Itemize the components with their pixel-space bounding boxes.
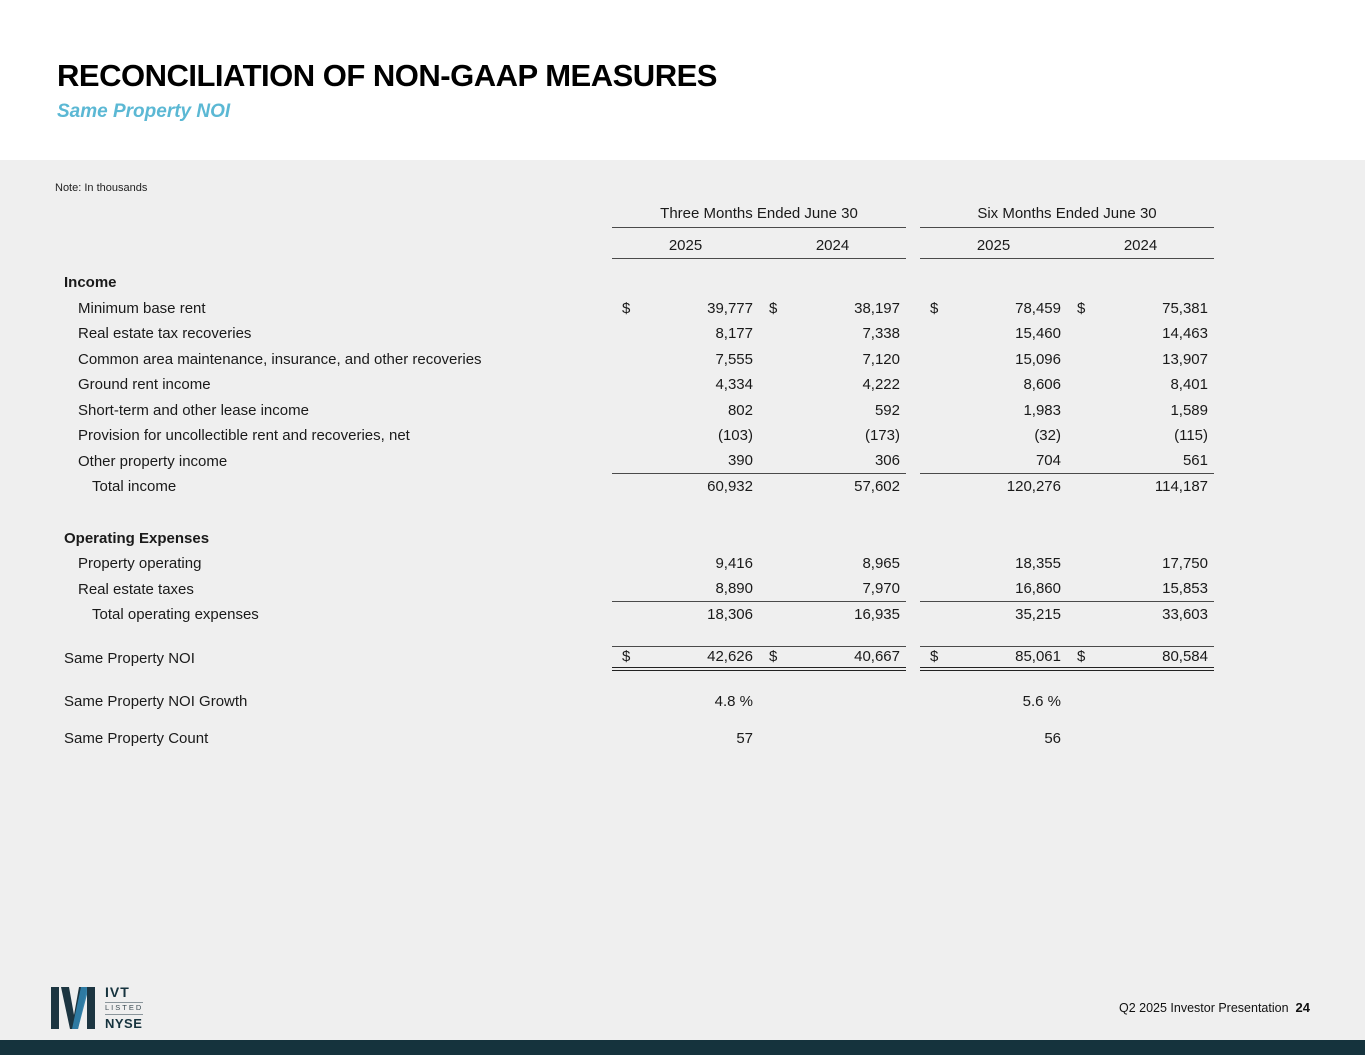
- cell-value: [612, 321, 759, 347]
- table-row: [56, 296, 1270, 322]
- cell-number: 16,935: [854, 606, 900, 624]
- cell-number: 56: [1044, 729, 1061, 747]
- table-rows: [56, 270, 1270, 751]
- cell-value: [1067, 474, 1214, 500]
- logo-text-stack: [105, 985, 143, 1031]
- table-group-header-row: [56, 204, 1270, 230]
- footer-caption: [1119, 1000, 1310, 1015]
- cell-number: 1,589: [1170, 401, 1208, 419]
- cell-value: [759, 577, 906, 603]
- cell-number: (173): [864, 427, 900, 445]
- page-subtitle: Same Property NOI: [57, 101, 231, 122]
- row-label: Total operating expenses: [92, 606, 259, 624]
- cell-number: 592: [874, 401, 900, 419]
- table-row: [56, 577, 1270, 603]
- cell-number: 16,860: [1015, 580, 1061, 598]
- ivt-monogram-icon: [50, 985, 96, 1031]
- cell-value: [759, 296, 906, 322]
- cell-value: [1067, 321, 1214, 347]
- cell-value: [920, 347, 1067, 373]
- year-header: 2025: [920, 237, 1067, 259]
- cell-number: 7,555: [715, 350, 753, 368]
- cell-number: 1,983: [1023, 401, 1061, 419]
- table-year-header-row: [56, 236, 1270, 262]
- cell-number: 17,750: [1162, 555, 1208, 573]
- cell-value: [612, 398, 759, 424]
- cell-number: 60,932: [707, 478, 753, 496]
- dollar-sign: $: [1077, 648, 1086, 666]
- cell-value: [612, 646, 759, 672]
- cell-number: 8,177: [715, 325, 753, 343]
- cell-value: [920, 577, 1067, 603]
- cell-value: [759, 423, 906, 449]
- cell-number: 120,276: [1006, 478, 1061, 496]
- row-label: Same Property NOI: [64, 649, 195, 667]
- presentation-caption: Q2 2025 Investor Presentation: [1118, 1001, 1289, 1015]
- cell-number: 57: [736, 729, 753, 747]
- cell-number: 40,667: [854, 648, 900, 666]
- cell-value: [1067, 372, 1214, 398]
- cell-value: [920, 449, 1067, 475]
- cell-value: [612, 689, 759, 715]
- cell-value: [759, 372, 906, 398]
- cell-number: 561: [1182, 452, 1208, 470]
- cell-value: [612, 551, 759, 577]
- cell-number: 38,197: [854, 299, 900, 317]
- cell-value: [920, 646, 1067, 672]
- cell-value: [920, 551, 1067, 577]
- cell-number: 114,187: [1154, 478, 1208, 496]
- cell-number: 15,460: [1015, 325, 1061, 343]
- table-row: [56, 551, 1270, 577]
- cell-number: 35,215: [1015, 606, 1061, 624]
- cell-number: 18,306: [707, 606, 753, 624]
- table-row: [56, 270, 1270, 296]
- row-label: Total income: [92, 478, 177, 496]
- cell-value: [920, 321, 1067, 347]
- cell-number: 15,853: [1162, 580, 1208, 598]
- dollar-sign: $: [930, 648, 939, 666]
- logo-exchange: NYSE: [105, 1015, 143, 1031]
- cell-number: 75,381: [1162, 299, 1208, 317]
- cell-number: (103): [717, 427, 753, 445]
- table-row: [56, 474, 1270, 500]
- table-row: [56, 726, 1270, 752]
- cell-value: [759, 551, 906, 577]
- cell-number: 80,584: [1162, 648, 1208, 666]
- cell-number: 704: [1035, 452, 1061, 470]
- cell-number: 33,603: [1162, 606, 1208, 624]
- cell-value: [920, 726, 1067, 752]
- cell-value: [759, 321, 906, 347]
- cell-value: [759, 689, 906, 715]
- cell-value: [612, 577, 759, 603]
- dollar-sign: $: [622, 648, 631, 666]
- dollar-sign: $: [930, 299, 939, 317]
- table-row: [56, 321, 1270, 347]
- table-row: [56, 398, 1270, 424]
- cell-value: [759, 398, 906, 424]
- table-row: [56, 602, 1270, 628]
- cell-value: [1067, 726, 1214, 752]
- cell-number: 39,777: [707, 299, 753, 317]
- year-header: 2024: [1067, 237, 1214, 259]
- cell-number: 14,463: [1162, 325, 1208, 343]
- table-row: [56, 526, 1270, 552]
- cell-number: 13,907: [1162, 350, 1208, 368]
- cell-value: [920, 296, 1067, 322]
- row-label: Short-term and other lease income: [78, 401, 309, 419]
- column-group-six-months: Six Months Ended June 30: [920, 205, 1214, 228]
- cell-value: [612, 602, 759, 628]
- row-label: Real estate taxes: [78, 580, 194, 598]
- cell-value: [1067, 577, 1214, 603]
- cell-value: [612, 423, 759, 449]
- cell-value: [612, 726, 759, 752]
- logo-ticker: IVT: [105, 984, 130, 1001]
- cell-value: [612, 347, 759, 373]
- row-label: Common area maintenance, insurance, and other recoveries: [78, 350, 482, 368]
- cell-value: [1067, 689, 1214, 715]
- table-row: [56, 689, 1270, 715]
- cell-number: (32): [1034, 427, 1061, 445]
- row-label: Same Property NOI Growth: [64, 693, 248, 711]
- table-row: [56, 423, 1270, 449]
- cell-value: [920, 423, 1067, 449]
- cell-value: [1067, 296, 1214, 322]
- cell-number: 18,355: [1015, 555, 1061, 573]
- cell-number: 5.6 %: [1022, 693, 1061, 711]
- reconciliation-table: [56, 204, 1270, 751]
- cell-value: [1067, 347, 1214, 373]
- cell-value: [920, 474, 1067, 500]
- cell-number: 390: [727, 452, 753, 470]
- page-number: 24: [1295, 1000, 1310, 1015]
- cell-number: 15,096: [1015, 350, 1061, 368]
- cell-number: 802: [727, 401, 753, 419]
- row-label: Provision for uncollectible rent and recoveries, net: [78, 427, 410, 445]
- cell-number: 8,606: [1023, 376, 1061, 394]
- cell-number: 8,401: [1170, 376, 1208, 394]
- cell-value: [612, 474, 759, 500]
- cell-number: 9,416: [715, 555, 753, 573]
- cell-number: 8,890: [715, 580, 753, 598]
- year-header: 2024: [759, 237, 906, 259]
- cell-value: [759, 449, 906, 475]
- row-label: Real estate tax recoveries: [78, 325, 252, 343]
- cell-value: [1067, 646, 1214, 672]
- page-title: RECONCILIATION OF NON-GAAP MEASURES: [57, 58, 717, 93]
- column-group-three-months: Three Months Ended June 30: [612, 205, 906, 228]
- cell-value: [1067, 398, 1214, 424]
- cell-value: [759, 347, 906, 373]
- cell-value: [1067, 602, 1214, 628]
- cell-number: 4.8 %: [714, 693, 753, 711]
- company-logo: [50, 985, 143, 1031]
- cell-number: 42,626: [707, 648, 753, 666]
- cell-value: [612, 372, 759, 398]
- section-label: Operating Expenses: [64, 529, 210, 547]
- row-label: Other property income: [78, 452, 228, 470]
- slide-body: [0, 160, 1365, 1040]
- cell-number: 85,061: [1015, 648, 1061, 666]
- dollar-sign: $: [769, 648, 778, 666]
- cell-value: [920, 372, 1067, 398]
- cell-value: [612, 296, 759, 322]
- cell-number: 7,338: [862, 325, 900, 343]
- cell-number: 7,120: [862, 350, 900, 368]
- cell-number: 8,965: [862, 555, 900, 573]
- table-row: [56, 347, 1270, 373]
- units-note: Note: In thousands: [55, 182, 148, 194]
- table-row: [56, 646, 1270, 672]
- dollar-sign: $: [1077, 299, 1086, 317]
- cell-value: [612, 449, 759, 475]
- cell-number: (115): [1174, 427, 1208, 445]
- cell-value: [920, 689, 1067, 715]
- cell-number: 306: [874, 452, 900, 470]
- logo-listed-label: LISTED: [105, 1002, 143, 1014]
- year-header: 2025: [612, 237, 759, 259]
- row-label: Property operating: [78, 555, 202, 573]
- table-row: [56, 372, 1270, 398]
- cell-number: 57,602: [854, 478, 900, 496]
- table-row: [56, 449, 1270, 475]
- row-label: Minimum base rent: [78, 299, 206, 317]
- cell-value: [759, 646, 906, 672]
- section-label: Income: [64, 274, 117, 292]
- cell-number: 4,222: [862, 376, 900, 394]
- cell-number: 78,459: [1015, 299, 1061, 317]
- slide-header: [0, 0, 1365, 160]
- footer-accent-bar: [0, 1040, 1365, 1055]
- dollar-sign: $: [622, 299, 631, 317]
- cell-value: [759, 602, 906, 628]
- cell-value: [1067, 551, 1214, 577]
- row-label: Ground rent income: [78, 376, 211, 394]
- cell-number: 7,970: [862, 580, 900, 598]
- cell-value: [759, 474, 906, 500]
- cell-value: [920, 398, 1067, 424]
- cell-value: [920, 602, 1067, 628]
- row-label: Same Property Count: [64, 729, 209, 747]
- cell-value: [759, 726, 906, 752]
- cell-value: [1067, 423, 1214, 449]
- dollar-sign: $: [769, 299, 778, 317]
- cell-value: [1067, 449, 1214, 475]
- cell-number: 4,334: [715, 376, 753, 394]
